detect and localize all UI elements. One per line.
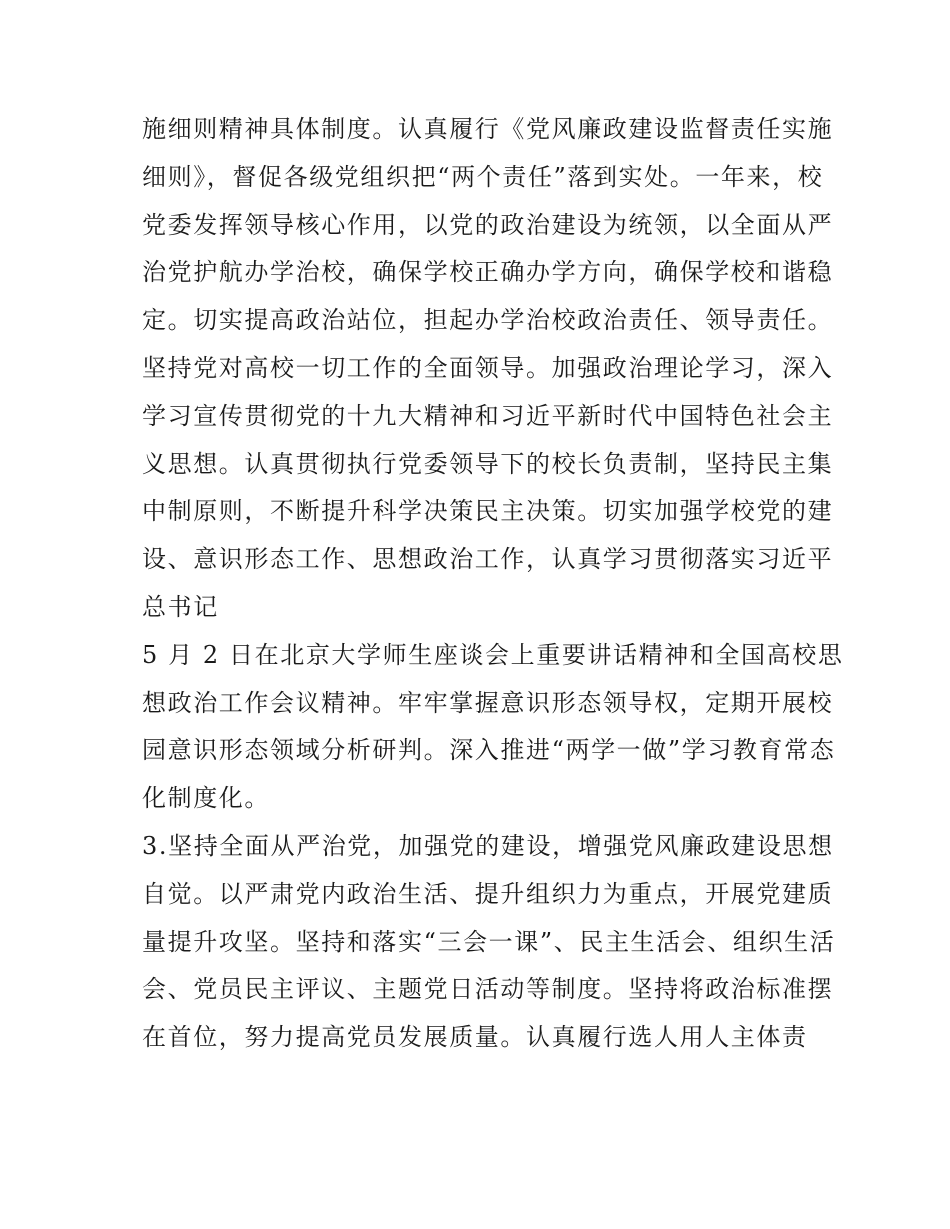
text-line: 自觉。以严肃党内政治生活、提升组织力为重点，开展党建质 bbox=[142, 879, 834, 908]
text-line: 义思想。认真贯彻执行党委领导下的校长负责制，坚持民主集 bbox=[142, 449, 834, 478]
text-line: 量提升攻坚。坚持和落实“三会一课”、民主生活会、组织生活 bbox=[142, 927, 836, 956]
text-line: 细则》，督促各级党组织把“两个责任”落到实处。一年来，校 bbox=[142, 162, 824, 191]
text-line: 学习宣传贯彻党的十九大精神和习近平新时代中国特色社会主 bbox=[142, 401, 834, 430]
text-line: 园意识形态领域分析研判。深入推进“两学一做”学习教育常态 bbox=[142, 736, 836, 765]
text-line: 治党护航办学治校，确保学校正确办学方向，确保学校和谐稳 bbox=[142, 258, 834, 287]
text-line: 会、党员民主评议、主题党日活动等制度。坚持将政治标准摆 bbox=[142, 975, 834, 1004]
text-line: 施细则精神具体制度。认真履行《党风廉政建设监督责任实施 bbox=[142, 115, 834, 143]
text-line: 想政治工作会议精神。牢牢掌握意识形态领导权，定期开展校 bbox=[142, 688, 834, 717]
text-line: 定。切实提高政治站位，担起办学治校政治责任、领导责任。 bbox=[142, 306, 834, 335]
text-line: 3.坚持全面从严治党，加强党的建设，增强党风廉政建设思想 bbox=[142, 831, 834, 860]
text-line: 化制度化。 bbox=[142, 784, 270, 813]
text-line: 设、意识形态工作、思想政治工作，认真学习贯彻落实习近平 bbox=[142, 545, 834, 574]
text-line: 党委发挥领导核心作用，以党的政治建设为统领，以全面从严 bbox=[142, 210, 834, 239]
text-line: 5 月 2 日在北京大学师生座谈会上重要讲话精神和全国高校思 bbox=[142, 640, 844, 669]
text-line: 总书记 bbox=[142, 592, 219, 621]
text-line: 中制原则，不断提升科学决策民主决策。切实加强学校党的建 bbox=[142, 497, 834, 526]
body-text bbox=[142, 106, 844, 1062]
text-line: 坚持党对高校一切工作的全面领导。加强政治理论学习，深入 bbox=[142, 353, 834, 382]
text-line: 在首位，努力提高党员发展质量。认真履行选人用人主体责 bbox=[142, 1023, 808, 1052]
